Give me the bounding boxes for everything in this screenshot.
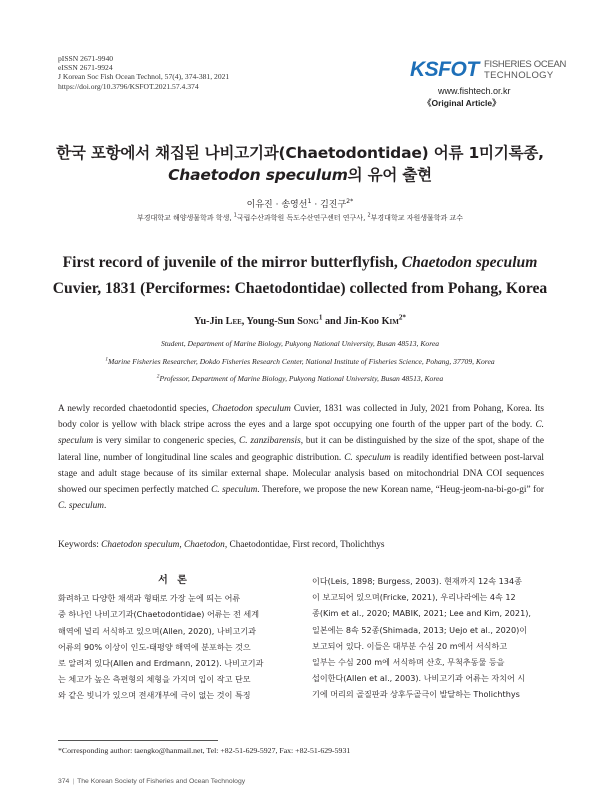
author-given-name: Young-Sun — [246, 316, 298, 327]
author-separator: , — [241, 316, 247, 327]
species-name: C. speculum — [344, 452, 391, 463]
body-line: 중 하나인 나비고기과(Chaetodontidae) 어류는 전 세계 — [58, 609, 260, 620]
author-family-name: Lee — [225, 316, 242, 327]
body-line: 일부는 수심 200 m에 서식하며 산호, 무척추동물 등을 — [312, 657, 505, 668]
korean-title-rest: 의 유어 출현 — [347, 166, 432, 184]
section-heading-introduction: 서 론 — [158, 575, 190, 586]
body-line: 섭이한다(Allen et al., 2003). 나비고기과 어류는 자치어 시 — [312, 673, 526, 684]
affiliation-sup: 2 — [367, 212, 371, 219]
species-name: C. zanzibarensis — [239, 436, 301, 447]
body-line: 화려하고 다양한 채색과 형태로 가장 눈에 띄는 어류 — [58, 593, 241, 604]
page-footer — [58, 778, 245, 785]
logo-text-line1: FISHERIES OCEAN — [484, 59, 567, 70]
keyword-separator: , — [179, 540, 185, 550]
abstract-text: Cuvier, 1831 was collected in July, 2021 from Pohang, Korea. Its body color is yellow with black stripe across the eyes and a large spot occupying one fourth of the upper part of the body. — [58, 404, 544, 431]
species-name: C. speculum — [58, 501, 104, 512]
species-name: C. speculum — [58, 420, 544, 447]
author-given-name: Jin-Koo — [343, 316, 382, 327]
affiliation-part: 부경대학교 자원생물학과 교수 — [370, 214, 464, 222]
abstract-text: is readily identified between post-larval stage and adult stage because of its similar external shape. Molecular analysis based on mitochondrial DNA COI sequences showed our specimen perfectly matched — [58, 452, 544, 496]
english-affiliation-2 — [0, 357, 600, 366]
abstract-text: , but it can be distinguished by the size of the spot, shape of the lateral line, number of longitudinal line scales and geographic distribution. — [58, 436, 544, 463]
korean-title-line1: 한국 포항에서 채집된 나비고기과(Chaetodontidae) 어류 1미기록종, — [56, 144, 544, 162]
journal-url-link[interactable]: www.fishtech.or.kr — [438, 86, 511, 96]
author-sup: 1 — [318, 313, 323, 322]
body-line: 일본에는 8속 52종(Shimada, 2013; Uejo et al., 2020)이 — [312, 624, 528, 635]
body-line: 종(Kim et al., 2020; MABIK, 2021; Lee and Kim, 2021), — [312, 608, 531, 619]
author-sup: 1 — [307, 198, 312, 205]
body-line: 와 같은 빗니가 있으며 전새개부에 극이 없는 것이 특징 — [58, 690, 251, 701]
body-line: 이 보고되어 있으며(Fricke, 2021), 우리나라에는 4속 12 — [312, 592, 516, 603]
abstract-text: is very similar to congeneric species, — [93, 436, 240, 447]
abstract — [58, 401, 544, 514]
pissn: pISSN 2671-9940 — [58, 54, 114, 63]
author-separator: and — [322, 316, 344, 327]
page-number: 374 — [58, 778, 70, 785]
body-column-left — [58, 573, 290, 704]
english-title-line1 — [0, 254, 600, 272]
logo-text-line2: TECHNOLOGY — [484, 70, 554, 81]
corresponding-author-footnote: *Corresponding author: taengko@hanmail.net, Tel: +82-51-629-5927, Fax: +82-51-629-5931 — [58, 746, 351, 755]
keywords-rest: , Chaetodontidae, First record, Tholichthys — [224, 540, 385, 550]
body-line: 로 알려져 있다(Allen and Erdmann, 2012). 나비고기과 — [58, 658, 264, 669]
english-title-line2: Cuvier, 1831 (Perciformes: Chaetodontidae) collected from Pohang, Korea — [52, 280, 548, 297]
body-column-right — [312, 573, 544, 703]
abstract-text: . — [103, 501, 107, 512]
body-line: 보고되어 있다. 이들은 대부분 수심 20 m에서 서식하고 — [312, 640, 508, 651]
body-line: 어류의 90% 이상이 인도-태평양 해역에 분포하는 것으 — [58, 641, 251, 652]
affiliation-text: Professor, Department of Marine Biology, Pukyong National University, Busan 48513, Korea — [159, 374, 444, 383]
affiliation-sup: 1 — [105, 356, 109, 363]
keyword-species: Chaetodon speculum — [101, 540, 180, 550]
korean-affiliation — [0, 213, 600, 223]
keyword-genus: Chaetodon — [184, 540, 225, 550]
english-title-text: First record of juvenile of the mirror butterflyfish, — [62, 254, 402, 271]
korean-author-3: 김진구 — [320, 200, 347, 210]
body-line: 이다(Leis, 1898; Burgess, 2003). 현재까지 12속 134종 — [312, 576, 522, 586]
korean-authors — [0, 197, 600, 210]
affiliation-part: 국립수산과학원 독도수산연구센터 연구사, — [236, 214, 368, 222]
doi-link[interactable]: https://doi.org/10.3796/KSFOT.2021.57.4.374 — [58, 81, 199, 91]
korean-title-species: Chaetodon speculum — [168, 166, 348, 184]
korean-title-line2 — [0, 163, 600, 185]
footer-divider: | — [72, 778, 75, 785]
abstract-text: . Therefore, we propose the new Korean name, “Heug-jeom-na-bi-go-gi” for — [257, 485, 545, 496]
korean-author-1: 이유진 — [246, 200, 273, 210]
abstract-text: A newly recorded chaetodontid species, — [58, 404, 212, 414]
author-sup: 2* — [346, 198, 354, 205]
affiliation-part: 부경대학교 해양생물학과 학생, — [136, 214, 234, 222]
english-authors — [0, 313, 600, 327]
journal-logo — [410, 56, 570, 100]
author-separator: · — [272, 200, 282, 210]
species-name: Chaetodon speculum — [211, 404, 291, 414]
species-name: C. speculum — [211, 485, 258, 496]
society-name: The Korean Society of Fisheries and Ocean Technology — [77, 778, 246, 785]
keywords-label: Keywords: — [58, 540, 102, 550]
english-affiliation-3 — [0, 374, 600, 383]
korean-author-2: 송영선 — [281, 200, 308, 210]
author-family-name: Song — [297, 316, 319, 327]
body-line: 기에 머리의 골질판과 상후두골극이 발달하는 Tholichthys — [312, 689, 520, 700]
affiliation-sup: 2 — [156, 373, 160, 380]
eissn: eISSN 2671-9924 — [58, 63, 113, 73]
logo-mark: KSFOT — [410, 58, 479, 81]
english-title-species: Chaetodon speculum — [401, 254, 538, 271]
citation: J Korean Soc Fish Ocean Technol, 57(4), 374-381, 2021 — [58, 72, 230, 82]
affiliation-text: Marine Fisheries Researcher, Dokdo Fisheries Research Center, National Institute of Fisheries Science, Pohang, 37709, Korea — [108, 357, 495, 366]
author-given-name: Yu-Jin — [194, 316, 226, 327]
journal-metadata — [58, 54, 229, 91]
author-family-name: Kim — [381, 316, 399, 327]
body-line: 해역에 널리 서식하고 있으며(Allen, 2020), 나비고기과 — [58, 625, 256, 636]
affiliation-sup: 1 — [233, 212, 237, 219]
body-line: 는 체고가 높은 측편형의 체형을 가지며 입이 작고 단모 — [58, 674, 251, 685]
footnote-rule — [58, 740, 218, 741]
article-type: 《Original Article》 — [423, 98, 501, 108]
keywords — [58, 540, 544, 550]
author-sup: 2* — [398, 313, 406, 322]
english-affiliation-1: Student, Department of Marine Biology, Pukyong National University, Busan 48513, Korea — [160, 339, 440, 348]
author-separator: · — [311, 200, 321, 210]
